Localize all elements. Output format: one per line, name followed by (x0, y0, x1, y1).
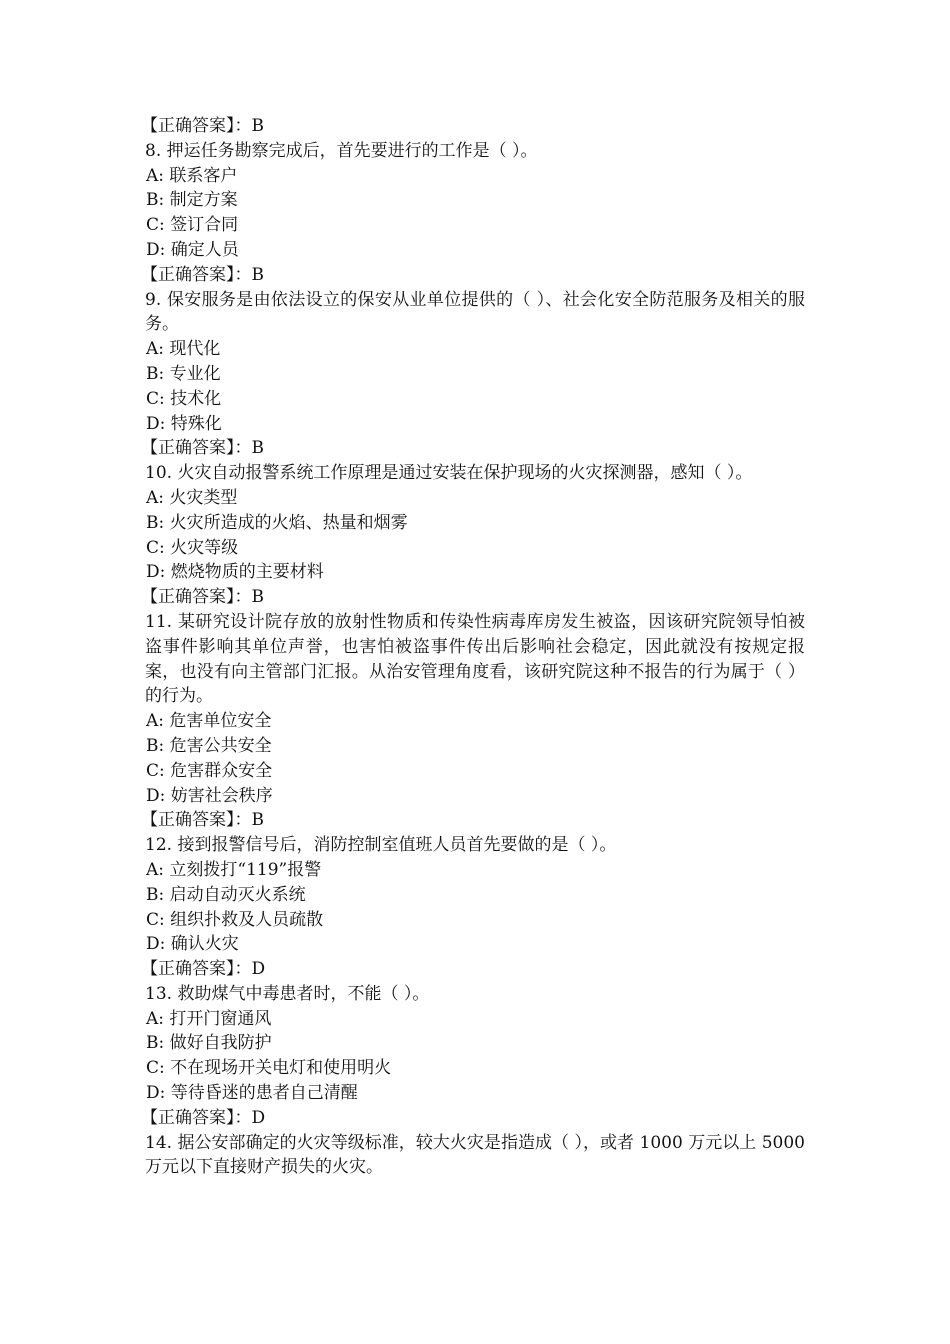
option-a: A: 现代化 (146, 339, 221, 360)
option-c: C: 危害群众安全 (146, 760, 273, 781)
option-a: A: 火灾类型 (146, 487, 238, 508)
option-c: C: 技术化 (146, 388, 222, 409)
question-stem: 8. 押运任务勘察完成后，首先要进行的工作是（ ）。 (145, 140, 538, 161)
question-stem: 11. 某研究设计院存放的放射性物质和传染性病毒库房发生被盗，因该研究院领导怕被盗事件影响其单位声誉，也害怕被盗事件传出后影响社会稳定，因此就没有按规定报案，也没有向主管部门汇报。从治安管理角度看，该研究院这种不报告的行为属于（ ）的行为。 (145, 611, 805, 707)
question-stem: 12. 接到报警信号后，消防控制室值班人员首先要做的是（ ）。 (145, 835, 617, 856)
option-d: D: 确认火灾 (146, 934, 239, 955)
question-block (141, 833, 805, 982)
option-c: C: 不在现场开关电灯和使用明火 (146, 1058, 392, 1079)
answer-line: 【正确答案】：D (141, 959, 266, 980)
question-block (145, 1131, 805, 1181)
answer-line: 【正确答案】：B (141, 116, 264, 136)
option-b: B: 启动自动灭火系统 (146, 884, 306, 905)
option-a: A: 打开门窗通风 (146, 1008, 272, 1029)
option-d: D: 燃烧物质的主要材料 (146, 562, 324, 583)
answer-line: 【正确答案】：B (141, 264, 264, 285)
question-stem: 10. 火灾自动报警系统工作原理是通过安装在保护现场的火灾探测器，感知（ ）。 (145, 463, 753, 484)
question-block (141, 982, 805, 1131)
option-c: C: 签订合同 (146, 215, 239, 236)
question-block (141, 461, 805, 610)
option-d: D: 等待昏迷的患者自己清醒 (146, 1083, 358, 1104)
answer-line: 【正确答案】：D (141, 1107, 266, 1128)
option-a: A: 立刻拨打“119”报警 (146, 859, 322, 880)
question-block (141, 610, 805, 833)
option-b: B: 做好自我防护 (146, 1033, 272, 1054)
option-d: D: 确定人员 (146, 239, 239, 260)
answer-line: 【正确答案】：B (141, 810, 264, 831)
question-block (141, 288, 805, 462)
answer-line: 【正确答案】：B (141, 587, 264, 608)
document-page (141, 114, 805, 1180)
option-a: A: 危害单位安全 (146, 711, 272, 732)
option-c: C: 组织扑救及人员疏散 (146, 909, 324, 930)
option-d: D: 妨害社会秩序 (146, 785, 273, 806)
option-b: B: 火灾所造成的火焰、热量和烟雾 (146, 512, 408, 533)
question-stem: 14. 据公安部确定的火灾等级标准，较大火灾是指造成（ ），或者 1000 万元以上 5000 万元以下直接财产损失的火灾。 (145, 1132, 805, 1178)
option-b: B: 制定方案 (146, 190, 238, 211)
question-block (141, 139, 805, 288)
option-b: B: 专业化 (146, 363, 221, 384)
option-a: A: 联系客户 (146, 165, 238, 186)
option-c: C: 火灾等级 (146, 537, 239, 558)
question-stem: 9. 保安服务是由依法设立的保安从业单位提供的（ ）、社会化安全防范服务及相关的服务。 (145, 289, 805, 335)
question-stem: 13. 救助煤气中毒患者时，不能（ ）。 (145, 983, 430, 1004)
answer-line: 【正确答案】：B (141, 438, 264, 459)
option-d: D: 特殊化 (146, 413, 222, 434)
option-b: B: 危害公共安全 (146, 735, 272, 756)
